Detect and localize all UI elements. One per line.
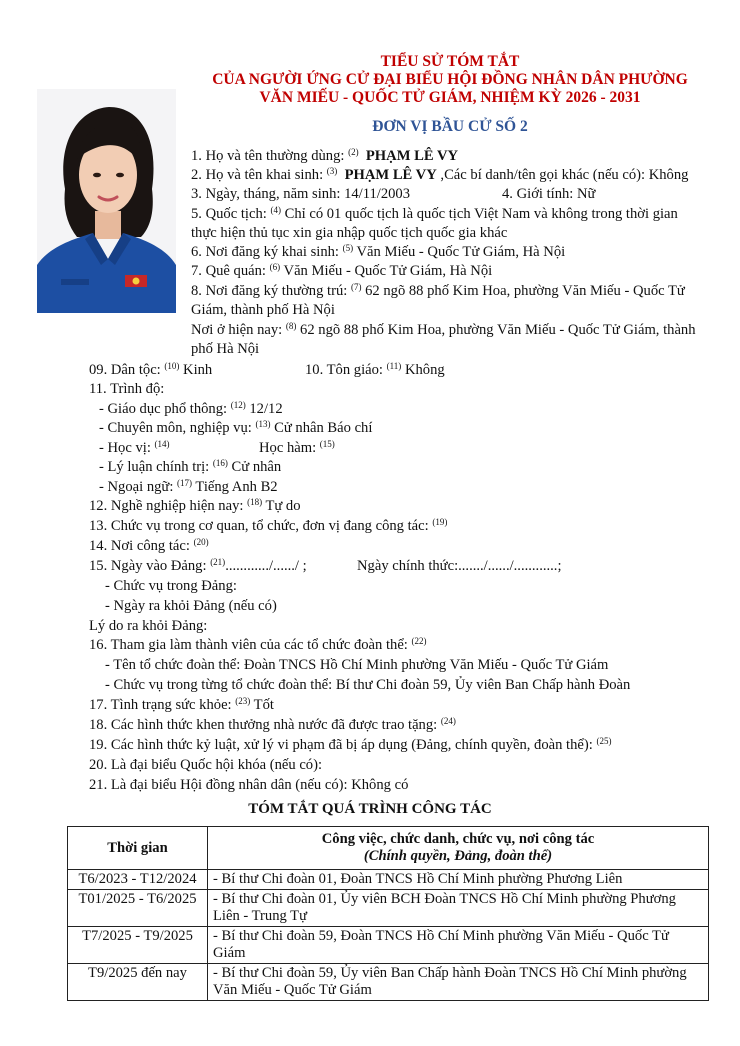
birth-name-line: 2. Họ và tên khai sinh: $^{(3)}$ PHẠM LÊ VY ,Các bí danh/tên gọi khác (nếu có): Không [191,166,689,183]
row-time: T9/2025 đến nay [68,964,208,1001]
permanent-residence-line: 8. Nơi đăng ký thường trú: $^{(7)}$ 62 ngõ 88 phố Kim Hoa, phường Văn Miếu - Quốc Tử [191,282,685,299]
education-heading: 11. Trình độ: [89,381,165,397]
row-time: T6/2023 - T12/2024 [68,870,208,890]
candidate-photo [37,89,176,313]
row-work: - Bí thư Chi đoàn 01, Ủy viên BCH Đoàn TNCS Hồ Chí Minh phường Phương Liên - Trung Tự [208,890,709,927]
permanent-residence-line-cont: Giám, thành phố Hà Nội [191,302,335,318]
organization-name-line: - Tên tổ chức đoàn thể: Đoàn TNCS Hồ Chí Minh phường Văn Miếu - Quốc Tử Giám [105,657,609,673]
table-row [68,927,709,964]
discipline-line: 19. Các hình thức kỷ luật, xử lý vi phạm đã bị áp dụng (Đảng, chính quyền, đoàn thể): $^{(25)}$ [89,736,612,753]
birth-date-line: 3. Ngày, tháng, năm sinh: 14/11/2003 [191,186,411,202]
column-header-time: Thời gian [68,827,208,870]
row-work: - Bí thư Chi đoàn 01, Đoàn TNCS Hồ Chí Minh phường Phương Liên [208,870,709,890]
national-assembly-line: 20. Là đại biểu Quốc hội khóa (nếu có): [89,757,323,773]
electoral-unit: ĐƠN VỊ BẦU CỬ SỐ 2 [372,118,528,135]
common-name-value: PHẠM LÊ VY [365,148,459,164]
organizations-line: 16. Tham gia làm thành viên của các tổ chức đoàn thể: $^{(22)}$ [89,636,427,653]
current-residence-line: Nơi ở hiện nay: $^{(8)}$ 62 ngõ 88 phố Kim Hoa, phường Văn Miếu - Quốc Tử Giám, thành [191,321,696,338]
general-education-line: - Giáo dục phổ thông: $^{(12)}$ 12/12 [99,400,283,417]
academic-title-line: Học hàm: $^{(15)}$ [259,439,335,456]
table-row [68,870,709,890]
occupation-line: 12. Nghề nghiệp hiện nay: $^{(18)}$ Tự do [89,497,301,514]
hometown-line: 7. Quê quán: $^{(6)}$ Văn Miếu - Quốc Tử Giám, Hà Nội [191,262,493,279]
column-header-work-line1: Công việc, chức danh, chức vụ, nơi công tác [321,831,595,847]
document-title: TIỂU SỬ TÓM TẮT [380,53,520,70]
document-title-line3: VĂN MIẾU - QUỐC TỬ GIÁM, NHIỆM KỲ 2026 - 2031 [259,89,641,106]
party-position-line: - Chức vụ trong Đảng: [105,578,237,594]
degree-line: - Học vị: $^{(14)}$ [99,439,170,456]
gender-line: 4. Giới tính: Nữ [502,186,596,202]
work-history-table [67,826,709,1001]
document-title-line2: CỦA NGƯỜI ỨNG CỬ ĐẠI BIỂU HỘI ĐỒNG NHÂN DÂN PHƯỜNG [212,71,688,88]
row-work: - Bí thư Chi đoàn 59, Đoàn TNCS Hồ Chí Minh phường Văn Miếu - Quốc Tử Giám [208,927,709,964]
column-header-work [208,827,709,870]
table-header-row [68,827,709,870]
political-theory-line: - Lý luận chính trị: $^{(16)}$ Cử nhân [99,458,282,475]
column-header-work-line2: (Chính quyền, Đảng, đoàn thể) [363,848,553,864]
council-delegate-line: 21. Là đại biểu Hội đồng nhân dân (nếu có): Không có [89,777,409,793]
organization-position-line: - Chức vụ trong từng tổ chức đoàn thể: Bí thư Chi đoàn 59, Ủy viên Ban Chấp hành Đoàn [105,677,631,693]
portrait-image [37,89,176,313]
work-history-title: TÓM TẮT QUÁ TRÌNH CÔNG TÁC [248,801,492,817]
party-leave-date-line: - Ngày ra khỏi Đảng (nếu có) [105,598,277,614]
row-work: - Bí thư Chi đoàn 59, Ủy viên Ban Chấp hành Đoàn TNCS Hồ Chí Minh phường Văn Miếu - Quốc Tử Giám [208,964,709,1001]
nationality-line: 5. Quốc tịch: $^{(4)}$ Chỉ có 01 quốc tịch là quốc tịch Việt Nam và không trong thời gian [191,205,678,222]
party-leave-reason-line: Lý do ra khỏi Đảng: [89,618,208,634]
ethnicity-line: 09. Dân tộc: $^{(10)}$ Kinh [89,361,213,378]
table-row [68,964,709,1001]
current-residence-line-cont: phố Hà Nội [191,341,260,357]
workplace-line: 14. Nơi công tác: $^{(20)}$ [89,537,209,554]
table-row [68,890,709,927]
row-time: T01/2025 - T6/2025 [68,890,208,927]
position-line: 13. Chức vụ trong cơ quan, tổ chức, đơn vị đang công tác: $^{(19)}$ [89,517,448,534]
row-time: T7/2025 - T9/2025 [68,927,208,964]
party-official-line: Ngày chính thức:......./....../............; [357,558,562,574]
party-join-line: 15. Ngày vào Đảng: $^{(21)}$............/....../ ; [89,557,307,574]
awards-line: 18. Các hình thức khen thưởng nhà nước đã được trao tặng: $^{(24)}$ [89,716,456,733]
professional-line: - Chuyên môn, nghiệp vụ: $^{(13)}$ Cử nhân Báo chí [99,419,373,436]
nationality-line-cont: thực hiện thủ tục xin gia nhập quốc tịch quốc gia khác [191,225,508,241]
religion-line: 10. Tôn giáo: $^{(11)}$ Không [305,361,445,378]
health-line: 17. Tình trạng sức khỏe: $^{(23)}$ Tốt [89,696,274,713]
foreign-language-line: - Ngoại ngữ: $^{(17)}$ Tiếng Anh B2 [99,478,278,495]
birth-name-value: PHẠM LÊ VY [344,167,437,183]
birth-registration-line: 6. Nơi đăng ký khai sinh: $^{(5)}$ Văn Miếu - Quốc Tử Giám, Hà Nội [191,243,566,260]
common-name-line: 1. Họ và tên thường dùng: $^{(2)}$ PHẠM LÊ VY [191,147,459,164]
